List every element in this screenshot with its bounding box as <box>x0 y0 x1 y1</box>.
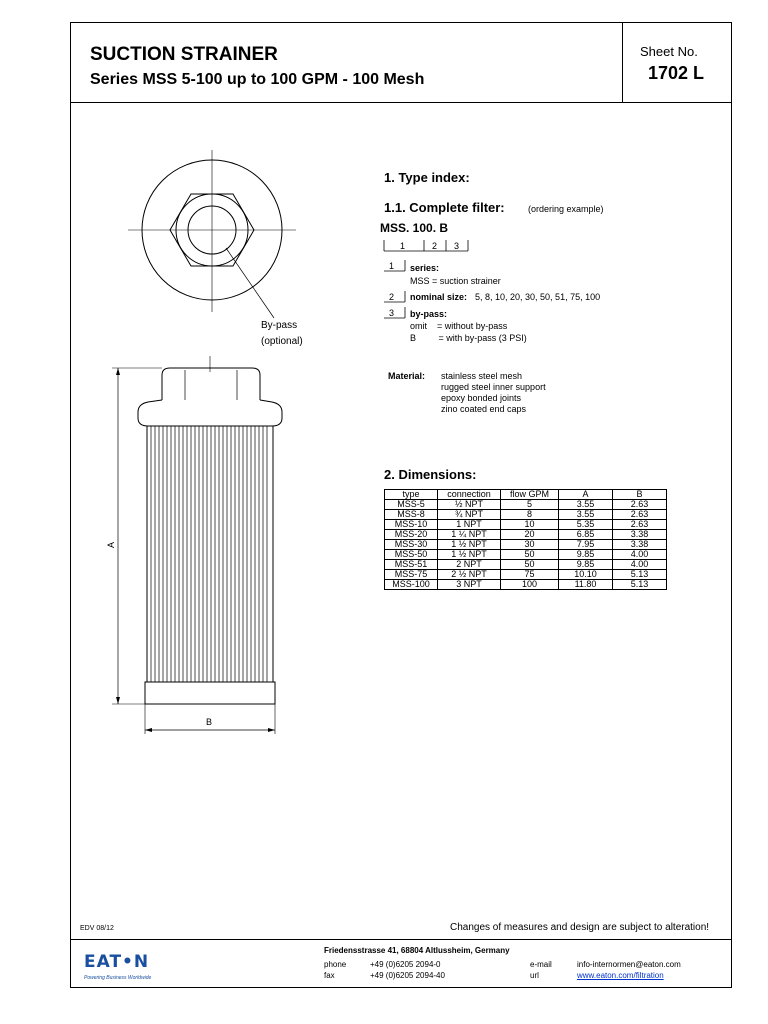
document-subtitle: Series MSS 5-100 up to 100 GPM - 100 Mesh <box>90 71 425 88</box>
document-title: SUCTION STRAINER <box>90 44 278 65</box>
phone-number: +49 (0)6205 2094-0 <box>370 960 441 969</box>
table-cell: 2.63 <box>613 510 667 520</box>
bypass-index-number: 3 <box>389 308 395 318</box>
email-address: info-internormen@eaton.com <box>577 960 681 969</box>
table-row <box>385 500 667 510</box>
table-row <box>385 530 667 540</box>
table-cell: ½ NPT <box>438 500 501 510</box>
example-box-2: 2 <box>432 241 438 251</box>
series-value: MSS = suction strainer <box>410 276 501 286</box>
table-cell: 2 ½ NPT <box>438 570 501 580</box>
example-box-1: 1 <box>400 241 406 251</box>
table-cell: MSS-10 <box>385 520 438 530</box>
table-cell: 5 <box>501 500 559 510</box>
table-cell: 2 NPT <box>438 560 501 570</box>
bypass-label: By-pass <box>261 320 298 331</box>
series-index-number: 1 <box>389 261 395 271</box>
dimensions-table <box>384 489 667 590</box>
url-label: url <box>530 971 539 980</box>
table-cell: 7.95 <box>559 540 613 550</box>
dimension-b-label: B <box>206 717 213 727</box>
fax-number: +49 (0)6205 2094-40 <box>370 971 445 980</box>
material-label: Material: <box>388 371 426 381</box>
table-cell: 4.00 <box>613 550 667 560</box>
table-row <box>385 550 667 560</box>
table-cell: 9.85 <box>559 560 613 570</box>
footer-divider <box>70 939 732 940</box>
table-cell: 5.13 <box>613 580 667 590</box>
table-cell: 1 NPT <box>438 520 501 530</box>
table-cell: 4.00 <box>613 560 667 570</box>
table-cell: 50 <box>501 560 559 570</box>
table-cell: 10 <box>501 520 559 530</box>
table-header-row <box>385 490 667 500</box>
material-line: zino coated end caps <box>441 404 527 414</box>
email-label: e-mail <box>530 960 552 969</box>
material-line: rugged steel inner support <box>441 382 546 392</box>
bypass-option-b: B = with by-pass (3 PSI) <box>410 333 527 343</box>
table-cell: 3.55 <box>559 500 613 510</box>
sheet-label: Sheet No. <box>640 44 698 59</box>
phone-label: phone <box>324 960 347 969</box>
table-row <box>385 510 667 520</box>
table-row <box>385 570 667 580</box>
series-label: series: <box>410 263 440 273</box>
column-header: A <box>559 490 613 500</box>
table-cell: MSS-51 <box>385 560 438 570</box>
table-cell: 9.85 <box>559 550 613 560</box>
table-cell: 1 ¼ NPT <box>438 530 501 540</box>
fax-label: fax <box>324 971 335 980</box>
dimension-a-label: A <box>106 541 117 549</box>
table-cell: 30 <box>501 540 559 550</box>
website-link[interactable]: www.eaton.com/filtration <box>577 971 664 980</box>
table-cell: 11.80 <box>559 580 613 590</box>
table-cell: 1 ½ NPT <box>438 550 501 560</box>
table-cell: 5.35 <box>559 520 613 530</box>
eaton-tagline: Powering Business Worldwide <box>84 975 152 981</box>
table-cell: 50 <box>501 550 559 560</box>
sheet-number: 1702 L <box>648 63 705 83</box>
table-cell: 20 <box>501 530 559 540</box>
bypass-option-omit: omit = without by-pass <box>410 321 508 331</box>
company-address: Friedensstrasse 41, 68804 Altlussheim, Germany <box>324 946 510 955</box>
table-cell: 2.63 <box>613 520 667 530</box>
size-index-number: 2 <box>389 292 395 302</box>
table-row <box>385 580 667 590</box>
table-cell: MSS-5 <box>385 500 438 510</box>
table-cell: MSS-100 <box>385 580 438 590</box>
table-cell: 3 NPT <box>438 580 501 590</box>
table-cell: 3.38 <box>613 540 667 550</box>
material-line: epoxy bonded joints <box>441 393 522 403</box>
edition-code: EDV 08/12 <box>80 925 114 932</box>
table-cell: MSS-75 <box>385 570 438 580</box>
type-index-heading: 1. Type index: <box>384 170 470 185</box>
table-cell: 5.13 <box>613 570 667 580</box>
table-row <box>385 540 667 550</box>
table-cell: MSS-50 <box>385 550 438 560</box>
table-row <box>385 520 667 530</box>
column-header: type <box>385 490 438 500</box>
column-header: flow GPM <box>501 490 559 500</box>
alteration-notice: Changes of measures and design are subject to alteration! <box>450 922 710 933</box>
table-cell: 100 <box>501 580 559 590</box>
table-cell: 2.63 <box>613 500 667 510</box>
table-cell: 10.10 <box>559 570 613 580</box>
table-cell: MSS-20 <box>385 530 438 540</box>
size-values: 5, 8, 10, 20, 30, 50, 51, 75, 100 <box>475 292 601 302</box>
table-cell: 8 <box>501 510 559 520</box>
size-label: nominal size: <box>410 292 468 302</box>
column-header: B <box>613 490 667 500</box>
column-header: connection <box>438 490 501 500</box>
ordering-example: MSS. 100. B <box>380 221 449 235</box>
table-row <box>385 560 667 570</box>
table-cell: ¾ NPT <box>438 510 501 520</box>
ordering-example-note: (ordering example) <box>528 204 604 214</box>
table-cell: 3.38 <box>613 530 667 540</box>
table-cell: 1 ½ NPT <box>438 540 501 550</box>
table-cell: 75 <box>501 570 559 580</box>
complete-filter-heading: 1.1. Complete filter: <box>384 200 505 215</box>
material-line: stainless steel mesh <box>441 371 523 381</box>
table-cell: 6.85 <box>559 530 613 540</box>
table-cell: MSS-8 <box>385 510 438 520</box>
bypass-optional-label: (optional) <box>261 336 303 347</box>
table-cell: MSS-30 <box>385 540 438 550</box>
example-box-3: 3 <box>454 241 460 251</box>
table-cell: 3.55 <box>559 510 613 520</box>
eaton-logo: EAT•N <box>84 952 150 972</box>
bypass-option-label: by-pass: <box>410 309 448 319</box>
dimensions-heading: 2. Dimensions: <box>384 467 477 482</box>
